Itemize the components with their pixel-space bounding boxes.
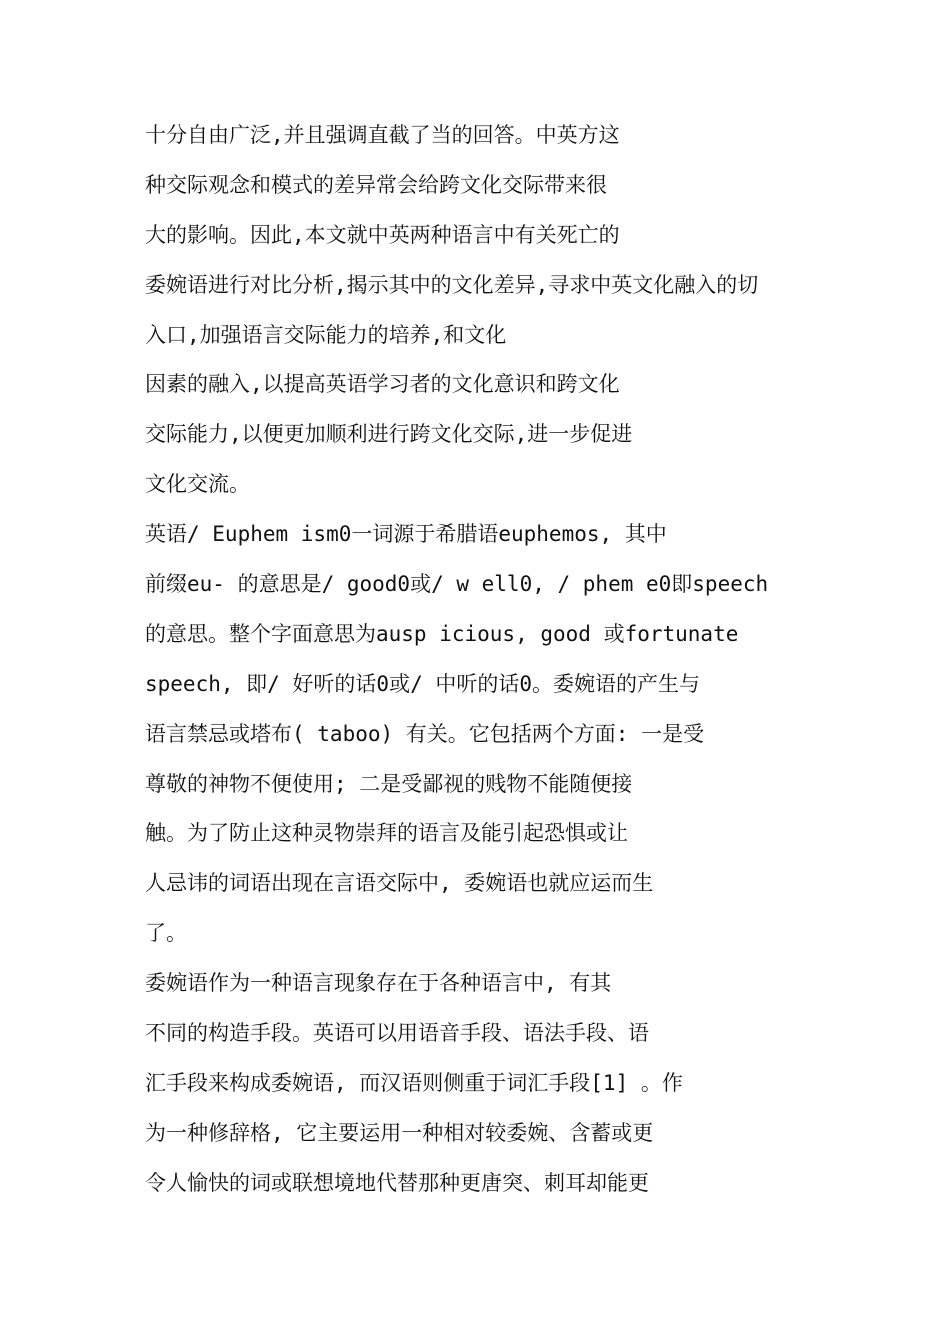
text-line: 委婉语进行对比分析,揭示其中的文化差异,寻求中英文化融入的切 (145, 272, 759, 297)
text-line: 不同的构造手段。英语可以用语音手段、语法手段、语 (145, 1021, 649, 1046)
text-line: 触。为了防止这种灵物崇拜的语言及能引起恐惧或让 (145, 821, 628, 846)
document-text-body (145, 117, 935, 1215)
text-line: 种交际观念和模式的差异常会给跨文化交际带来很 (145, 172, 607, 197)
text-line: 的意思。整个字面意思为ausp icious, good 或fortunate (145, 621, 739, 646)
text-line: 入口,加强语言交际能力的培养,和文化 (145, 322, 507, 347)
text-line: 人忌讳的词语出现在言语交际中, 委婉语也就应运而生 (145, 871, 654, 896)
text-line: 为一种修辞格, 它主要运用一种相对较委婉、含蓄或更 (145, 1120, 654, 1145)
text-line: 十分自由广泛,并且强调直截了当的回答。中英方这 (145, 123, 620, 147)
text-line: 委婉语作为一种语言现象存在于各种语言中, 有其 (145, 971, 612, 996)
text-line: 尊敬的神物不便使用; 二是受鄙视的贱物不能随便接 (145, 771, 633, 796)
text-line: 汇手段来构成委婉语, 而汉语则侧重于词汇手段[1] 。作 (145, 1070, 683, 1095)
text-line: 语言禁忌或塔布( taboo) 有关。它包括两个方面: 一是受 (145, 721, 705, 746)
text-line: 英语/ Euphem ism0一词源于希腊语euphemos, 其中 (145, 522, 667, 547)
text-line: 大的影响。因此,本文就中英两种语言中有关死亡的 (145, 222, 620, 247)
text-line: 了。 (145, 921, 187, 946)
text-line: 令人愉快的词或联想境地代替那种更唐突、刺耳却能更 (145, 1170, 649, 1195)
text-line: 文化交流。 (145, 472, 250, 497)
text-line: speech, 即/ 好听的话0或/ 中听的话0。委婉语的产生与 (145, 671, 701, 696)
text-line: 前缀eu- 的意思是/ good0或/ w ell0, / phem e0即speech (145, 572, 769, 597)
text-line: 因素的融入,以提高英语学习者的文化意识和跨文化 (145, 372, 620, 397)
text-line: 交际能力,以便更加顺利进行跨文化交际,进一步促进 (145, 422, 633, 447)
